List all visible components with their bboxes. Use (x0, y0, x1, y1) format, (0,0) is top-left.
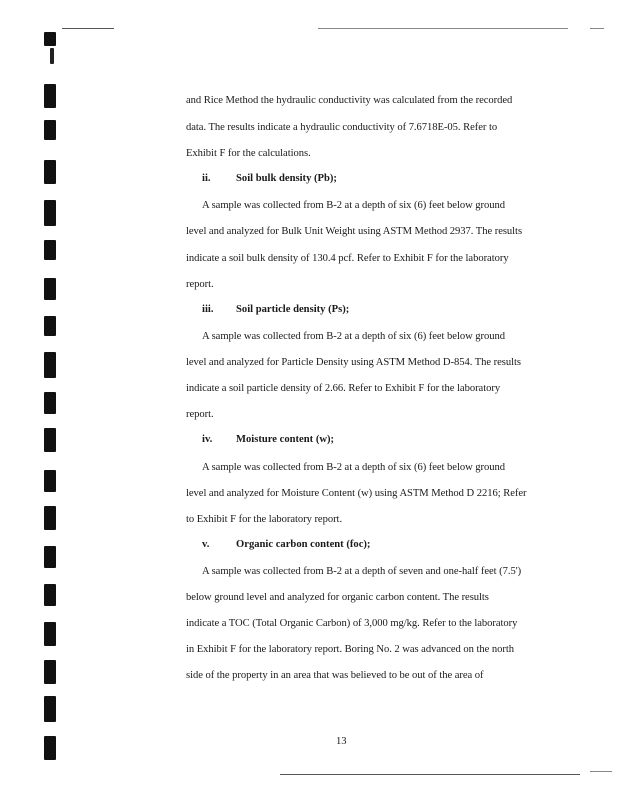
binder-mark (44, 660, 56, 684)
binder-mark (44, 84, 56, 108)
section-number: v. (202, 539, 210, 550)
body-text-line: indicate a soil particle density of 2.66. Refer to Exhibit F for the laboratory (186, 383, 501, 394)
body-text-line: A sample was collected from B-2 at a depth of six (6) feet below ground (202, 200, 505, 211)
body-text-line: indicate a soil bulk density of 130.4 pcf. Refer to Exhibit F for the laboratory (186, 253, 509, 264)
body-text-line: side of the property in an area that was believed to be out of the area of (186, 670, 484, 681)
body-text-line: A sample was collected from B-2 at a depth of six (6) feet below ground (202, 331, 505, 342)
binder-mark (44, 160, 56, 184)
binder-mark (44, 428, 56, 452)
body-text-line: level and analyzed for Moisture Content (w) using ASTM Method D 2216; Refer (186, 488, 527, 499)
top-scan-rule (62, 28, 114, 29)
top-scan-dash (318, 28, 568, 29)
bottom-scan-rule (280, 774, 580, 775)
binder-mark (44, 240, 56, 260)
top-scan-dash-right (590, 28, 604, 29)
body-text-line: level and analyzed for Bulk Unit Weight using ASTM Method 2937. The results (186, 226, 523, 237)
binder-mark (44, 32, 56, 46)
binder-mark (44, 120, 56, 140)
body-text-line: indicate a TOC (Total Organic Carbon) of 3,000 mg/kg. Refer to the laboratory (186, 618, 518, 629)
section-number: iv. (202, 434, 213, 445)
body-text-line: to Exhibit F for the laboratory report. (186, 514, 343, 525)
section-number: iii. (202, 304, 214, 315)
binder-mark (44, 470, 56, 492)
binder-mark (44, 316, 56, 336)
binder-mark (50, 48, 54, 64)
body-text-line: and Rice Method the hydraulic conductivity was calculated from the recorded (186, 95, 513, 106)
binder-mark (44, 696, 56, 722)
body-text-line: in Exhibit F for the laboratory report. Boring No. 2 was advanced on the north (186, 644, 514, 655)
page-number: 13 (336, 736, 347, 747)
section-heading: Organic carbon content (foc); (236, 539, 371, 550)
binder-mark (44, 200, 56, 226)
body-text-line: report. (186, 279, 214, 290)
section-number: ii. (202, 173, 211, 184)
binder-mark (44, 546, 56, 568)
bottom-scan-dash (590, 771, 612, 772)
body-text-line: data. The results indicate a hydraulic conductivity of 7.6718E-05. Refer to (186, 122, 498, 133)
binder-mark (44, 352, 56, 378)
binder-mark (44, 622, 56, 646)
binder-mark (44, 584, 56, 606)
body-text-line: A sample was collected from B-2 at a depth of six (6) feet below ground (202, 462, 505, 473)
binder-mark (44, 278, 56, 300)
binder-mark (44, 392, 56, 414)
body-text-line: level and analyzed for Particle Density using ASTM Method D-854. The results (186, 357, 521, 368)
section-heading: Soil bulk density (Pb); (236, 173, 337, 184)
section-heading: Moisture content (w); (236, 434, 335, 445)
body-text-line: Exhibit F for the calculations. (186, 148, 311, 159)
body-text-line: report. (186, 409, 214, 420)
body-text-line: below ground level and analyzed for organic carbon content. The results (186, 592, 489, 603)
binder-mark (44, 736, 56, 760)
binder-mark (44, 506, 56, 530)
body-text-line: A sample was collected from B-2 at a depth of seven and one-half feet (7.5') (202, 566, 522, 577)
section-heading: Soil particle density (Ps); (236, 304, 350, 315)
